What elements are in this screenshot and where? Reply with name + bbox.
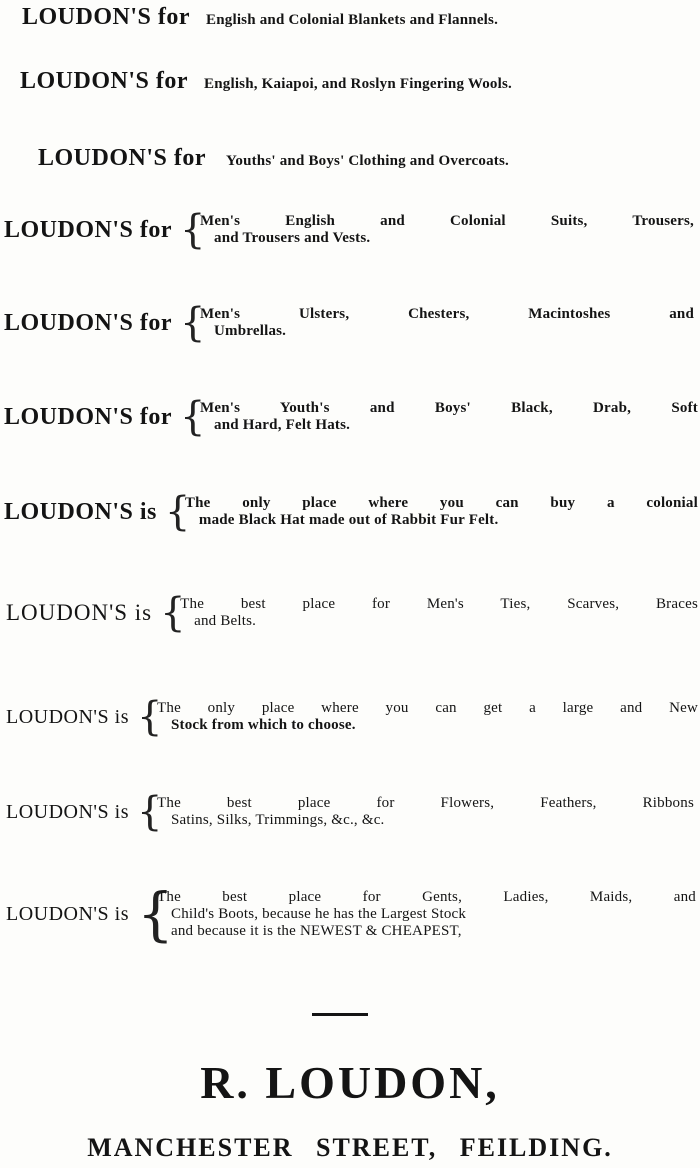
entry-lead: LOUDON'S for: [22, 4, 190, 30]
divider-rule: [312, 1013, 368, 1016]
entry-lead: LOUDON'S is: [6, 800, 129, 823]
ad-entry-ties: [0, 590, 698, 636]
entry-line: and Hard, Felt Hats.: [214, 417, 351, 433]
entry-lead: LOUDON'S for: [4, 216, 172, 243]
entry-lines: [180, 596, 698, 630]
ad-entry-ulsters: [0, 300, 694, 346]
entry-description: Youths' and Boys' Clothing and Overcoats.: [226, 153, 509, 169]
entry-lines: [200, 400, 698, 434]
entry-description: English, Kaiapoi, and Roslyn Fingering Wools.: [204, 76, 512, 92]
entry-lines: [157, 700, 698, 734]
entry-line: The only place where you can buy a colonial: [184, 495, 698, 511]
brace-icon: {: [137, 789, 163, 835]
entry-line: The only place where you can get a large and New: [157, 700, 698, 716]
entry-lead: LOUDON'S for: [20, 68, 188, 94]
entry-line: The best place for Flowers, Feathers, Ribbons: [157, 795, 694, 811]
entry-line: Stock from which to choose.: [171, 717, 356, 733]
brace-icon: {: [180, 394, 206, 440]
brace-icon: {: [180, 300, 206, 346]
ad-entry-new-stock: [0, 694, 698, 740]
brace-icon: {: [180, 207, 206, 253]
ad-entry-hats: [0, 394, 698, 440]
entry-lines: [157, 889, 696, 940]
entry-lead: LOUDON'S for: [4, 403, 172, 430]
brace-icon: {: [164, 489, 191, 535]
entry-description: English and Colonial Blankets and Flannels.: [206, 12, 499, 28]
entry-lines: [185, 495, 698, 529]
brace-icon: {: [137, 880, 174, 948]
ad-entry-flowers: [0, 789, 694, 835]
proprietor-name: R. LOUDON,: [200, 1057, 500, 1108]
entry-line: Men's Youth's and Boys' Black, Drab, Soft: [200, 400, 698, 416]
ad-entry-black-hat: [0, 489, 698, 535]
entry-lines: [157, 795, 694, 829]
entry-line: Child's Boots, because he has the Largest Stock: [171, 905, 467, 922]
entry-lines: [200, 306, 694, 340]
entry-lead: LOUDON'S for: [38, 145, 206, 171]
ad-entry-boots: [0, 880, 696, 948]
entry-lead: LOUDON'S is: [4, 498, 157, 525]
ad-entry-suits: [0, 207, 694, 253]
ad-entry-wools: [0, 68, 700, 95]
entry-lead: LOUDON'S is: [6, 600, 153, 625]
entry-line: and because it is the NEWEST & CHEAPEST,: [171, 922, 462, 939]
brace-icon: {: [160, 590, 186, 636]
entry-line: made Black Hat made out of Rabbit Fur Felt.: [198, 512, 499, 528]
entry-line: Men's Ulsters, Chesters, Macintoshes and: [200, 306, 694, 322]
entry-line: The best place for Gents, Ladies, Maids, and: [157, 888, 696, 905]
ad-entry-blankets: [0, 4, 700, 31]
entry-lines: [200, 213, 694, 247]
entry-line: The best place for Men's Ties, Scarves, Braces: [180, 596, 698, 612]
brace-icon: {: [137, 694, 163, 740]
entry-lead: LOUDON'S is: [6, 705, 129, 728]
entry-line: Men's English and Colonial Suits, Trousers,: [200, 213, 694, 229]
proprietor-address: MANCHESTER STREET, FEILDING.: [87, 1133, 613, 1162]
entry-lead: LOUDON'S is: [6, 902, 129, 925]
entry-line: Umbrellas.: [214, 323, 287, 339]
entry-line: and Trousers and Vests.: [214, 230, 371, 246]
entry-line: and Belts.: [194, 613, 257, 629]
ad-entry-youths-clothing: [0, 145, 700, 172]
entry-line: Satins, Silks, Trimmings, &c., &c.: [171, 812, 385, 828]
entry-lead: LOUDON'S for: [4, 309, 172, 336]
